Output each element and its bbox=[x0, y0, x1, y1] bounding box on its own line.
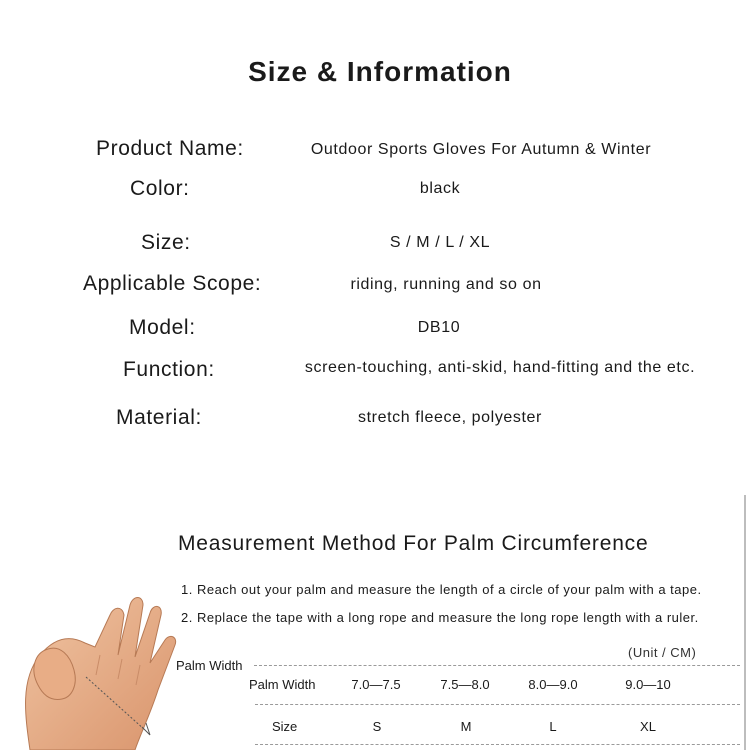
table-palm-cell: 7.0—7.5 bbox=[351, 677, 401, 692]
table-palm-cell: 9.0—10 bbox=[625, 677, 671, 692]
unit-label: (Unit / CM) bbox=[628, 645, 697, 660]
table-size-row-label: Size bbox=[272, 719, 298, 734]
dashed-line-bottom bbox=[255, 744, 740, 745]
model-value: DB10 bbox=[417, 319, 461, 336]
material-value: stretch fleece, polyester bbox=[358, 409, 542, 426]
palm-width-label: Palm Width bbox=[176, 658, 243, 673]
scope-value: riding, running and so on bbox=[350, 276, 542, 293]
scope-label: Applicable Scope: bbox=[83, 272, 262, 295]
table-size-cell: L bbox=[549, 719, 557, 734]
table-size-cell: M bbox=[460, 719, 472, 734]
dashed-line-middle bbox=[255, 704, 740, 705]
table-palm-cell: 8.0—9.0 bbox=[528, 677, 578, 692]
size-label: Size: bbox=[141, 231, 191, 254]
measurement-title: Measurement Method For Palm Circumference bbox=[178, 532, 649, 555]
measurement-step-1: 1. Reach out your palm and measure the length of a circle of your palm with a tape. bbox=[181, 582, 702, 597]
table-size-cell: S bbox=[372, 719, 382, 734]
dashed-line-top bbox=[254, 665, 740, 666]
function-label: Function: bbox=[123, 358, 215, 381]
product-name-value: Outdoor Sports Gloves For Autumn & Winter bbox=[310, 141, 652, 158]
page-title: Size & Information bbox=[248, 56, 512, 87]
table-size-cell: XL bbox=[640, 719, 656, 734]
hand-illustration bbox=[0, 585, 200, 750]
function-value: screen-touching, anti-skid, hand-fitting and the etc. bbox=[304, 359, 696, 376]
table-palm-row-label: Palm Width bbox=[249, 677, 316, 692]
size-value: S / M / L / XL bbox=[389, 234, 491, 251]
model-label: Model: bbox=[129, 316, 196, 339]
measurement-step-2: 2. Replace the tape with a long rope and measure the long rope length with a ruler. bbox=[181, 610, 699, 625]
color-label: Color: bbox=[130, 177, 190, 200]
panel-edge-divider bbox=[744, 495, 746, 750]
color-value: black bbox=[419, 180, 461, 197]
table-palm-cell: 7.5—8.0 bbox=[440, 677, 490, 692]
material-label: Material: bbox=[116, 406, 202, 429]
product-name-label: Product Name: bbox=[96, 137, 244, 160]
